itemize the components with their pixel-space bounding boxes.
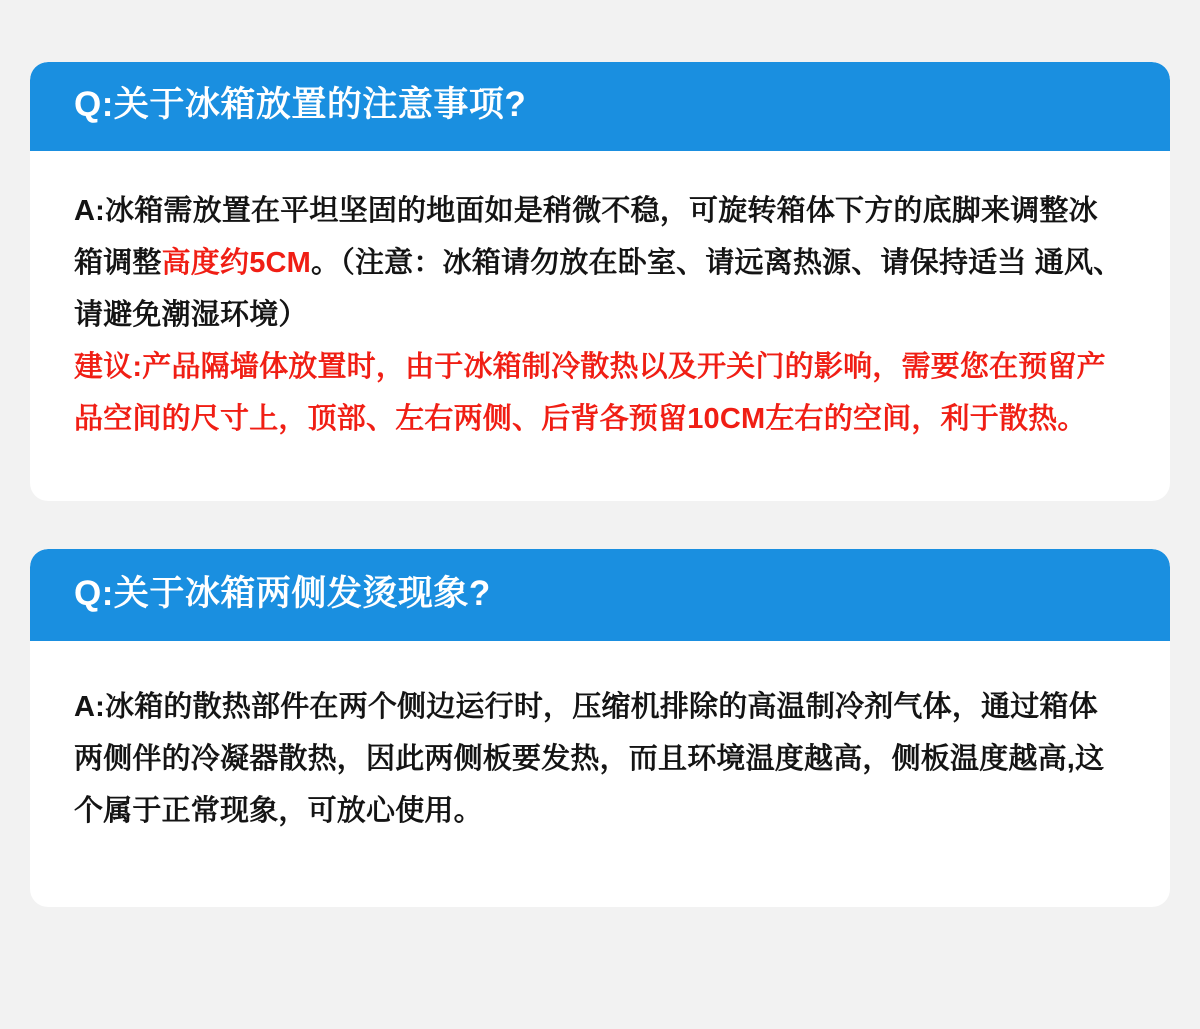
advice-text: 产品隔墙体放置时，由于冰箱制冷散热以及开关门的影响，需要您在预留产品空间的尺寸上，顶部、左右两侧、后背各预留10CM左右的空间，利于散热。 <box>74 350 1106 435</box>
answer-highlight-height: 高度约5CM <box>161 246 312 279</box>
faq-card-side-heat <box>30 549 1170 908</box>
advice-lead-label: 建议: <box>74 350 143 383</box>
faq-question-text: Q:关于冰箱两侧发烫现象? <box>74 573 491 613</box>
faq-question-text: Q:关于冰箱放置的注意事项? <box>74 85 527 124</box>
faq-answer-paragraph <box>74 681 1126 837</box>
faq-answer-paragraph <box>74 185 1126 341</box>
answer-lead-label: A: <box>74 194 106 227</box>
faq-question-header <box>30 549 1170 642</box>
faq-card-placement <box>30 62 1170 501</box>
faq-answer-body <box>30 641 1170 907</box>
faq-advice-paragraph <box>74 341 1126 445</box>
answer-text-part2: 。（注意：冰箱请勿放在卧室、请远离热源、请保持适当 通风、请避免潮湿环境） <box>74 246 1123 331</box>
answer-text: 冰箱的散热部件在两个侧边运行时，压缩机排除的高温制冷剂气体，通过箱体两侧伴的冷凝器散热，因此两侧板要发热，而且环境温度越高，侧板温度越高,这个属于正常现象，可放心使用。 <box>74 691 1105 827</box>
answer-text-part1: 冰箱需放置在平坦坚固的地面如是稍微不稳，可旋转箱体下方的底脚来调整冰箱调整 <box>74 194 1098 279</box>
faq-answer-body <box>30 151 1170 501</box>
answer-lead-label: A: <box>74 691 106 723</box>
faq-question-header <box>30 62 1170 151</box>
